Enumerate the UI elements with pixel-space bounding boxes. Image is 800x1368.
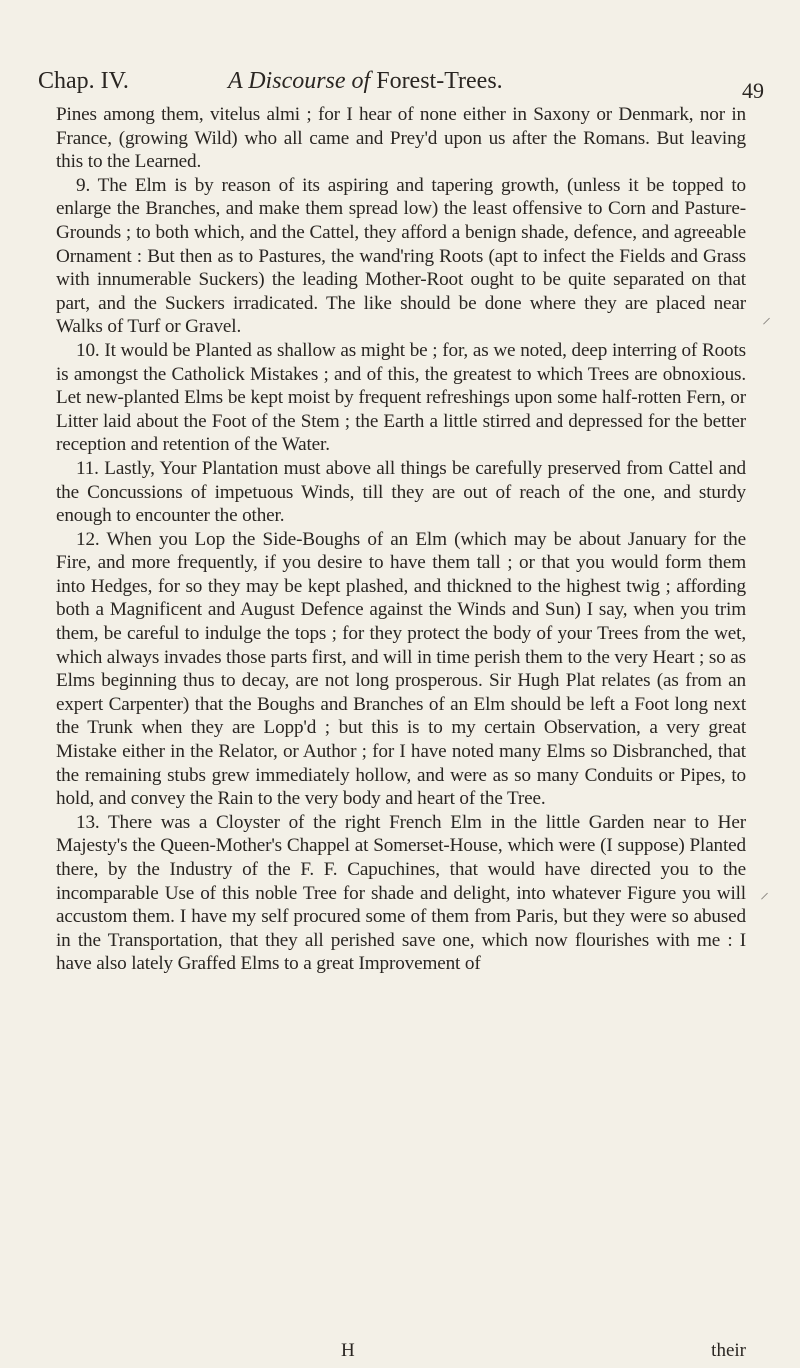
chapter-label: Chap. IV.: [38, 68, 129, 94]
body-text: [56, 103, 746, 976]
margin-tick-mark: ⸝: [760, 882, 769, 902]
page-number: 49: [742, 78, 764, 103]
paragraph-12: 12. When you Lop the Side-Boughs of an Elm (which may be about January for the Fire, and more frequently, if you desire to have them tall ; or that you would form them into Hedges, for so they may be kept plashed, and thickned to the highest twig ; affording both a Magnificent and August Defence against the Winds and Sun) I say, when you trim them, be careful to indulge the tops ; for they protect the body of your Trees from the wet, which always invades those parts first, and will in time perish them to the very Heart ; so as Elms beginning thus to decay, are not long prosperous. Sir Hugh Plat relates (as from an expert Carpenter) that the Boughs and Branches of an Elm should be left a Foot long next the Trunk when they are Lopp'd ; but this is to my certain Observation, a very great Mistake either in the Relator, or Author ; for I have noted many Elms so Disbranched, that the remaining stubs grew immediately hollow, and were as so many Conduits or Pipes, to hold, and convey the Rain to the very body and heart of the Tree.: [56, 528, 746, 810]
margin-tick-mark: ⸝: [762, 307, 771, 327]
running-header: [38, 68, 764, 108]
running-title-italic: A Discourse of: [228, 68, 371, 94]
signature-mark: H: [341, 1340, 355, 1361]
paragraph-9: 9. The Elm is by reason of its aspiring and tapering growth, (unless it be topped to enlarge the Branches, and make them spread low) the least offensive to Corn and Pasture-Grounds ; to both which, and the Cattel, they afford a benign shade, defence, and agreeable Ornament : But then as to Pastures, the wand'ring Roots (apt to infect the Fields and Grass with innumerable Suckers) the leading Mother-Root ought to be quite separated on that part, and the Suckers irradicated. The like should be done where they are placed near Walks of Turf or Gravel.: [56, 174, 746, 338]
paragraph-13: 13. There was a Cloyster of the right French Elm in the little Garden near to Her Majesty's the Queen-Mother's Chappel at Somerset-House, which were (I suppose) Planted there, by the Industry of the F. F. Capuchines, that would have directed you to the incomparable Use of this noble Tree for shade and delight, into whatever Figure you will accustom them. I have my self procured some of them from Paris, but they were so abused in the Transportation, that they all perished save one, which now flourishes with me : I have also lately Graffed Elms to a great Improvement of: [56, 811, 746, 975]
running-title: [228, 68, 503, 95]
paragraph-continued: Pines among them, vitelus almi ; for I hear of none either in Saxony or Denmark, nor in France, (growing Wild) who all came and Prey'd upon us after the Romans. But leaving this to the Learned.: [56, 104, 746, 173]
paragraph-10: 10. It would be Planted as shallow as might be ; for, as we noted, deep interring of Roots is amongst the Catholick Mistakes ; and of this, the greatest to which Trees are obnoxious. Let new-planted Elms be kept moist by frequent refreshings upon some half-rotten Fern, or Litter laid about the Foot of the Stem ; the Earth a little stirred and depressed for the better reception and retention of the Water.: [56, 339, 746, 456]
page-footer: [56, 1340, 746, 1364]
catchword: their: [711, 1340, 746, 1361]
paragraph-11: 11. Lastly, Your Plantation must above all things be carefully preserved from Cattel and the Concussions of impetuous Winds, till they are out of reach of the one, and sturdy enough to encounter the other.: [56, 457, 746, 527]
running-title-roman: Forest-Trees.: [376, 68, 503, 94]
